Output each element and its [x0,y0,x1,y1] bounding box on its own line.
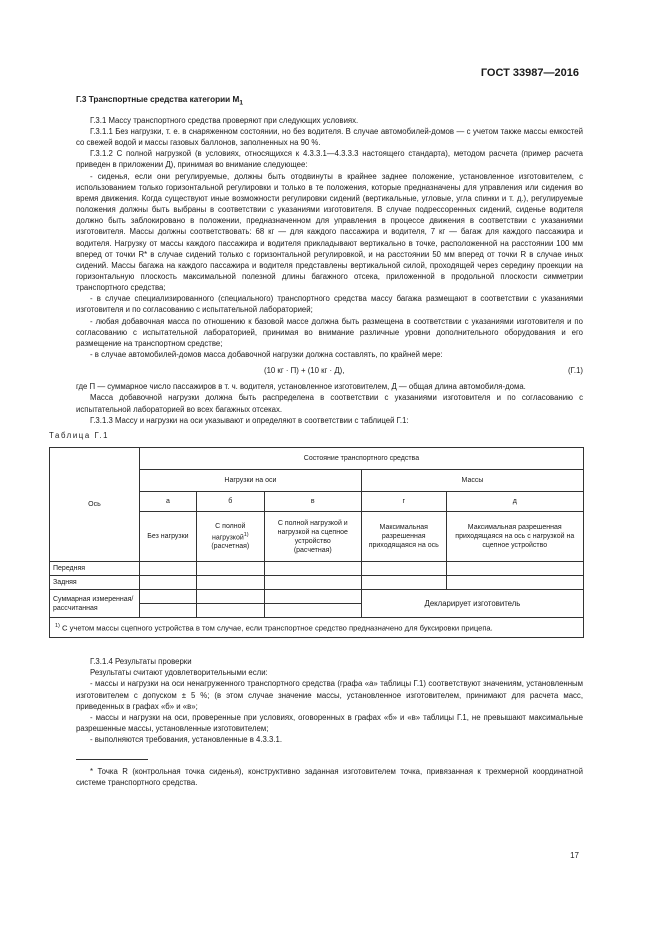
axle-header: Ось [50,448,140,562]
table-footnote-text: С учетом массы сцепного устройства в том случае, если транспортное средство предназначено для буксировки прицепа. [62,623,493,633]
result-item-2: - массы и нагрузки на оси, проверенные при условиях, оговоренных в графах «б» и «в» таблицы Г.1, не превышают максимальные разрешенные массы, установленные изготовителем; [76,712,583,733]
formula-g1 [76,363,583,377]
col-b-heading-note: (расчетная) [211,543,250,551]
section-title [76,94,583,109]
para-g314: Г.3.1.4 Результаты проверки [90,657,192,667]
table-g1 [49,447,584,638]
section-title-subscript: 1 [239,99,244,107]
bullet-motorhomes: - в случае автомобилей-домов масса добавочной нагрузки должна составлять, по крайней мере: [90,350,443,360]
table-cell [264,604,361,618]
para-additional-load: Масса добавочной нагрузки должна быть распределена в соответствии с указаниями изготовителя и по согласованию с испытательной лабораторией во всех багажных отсеках. [76,393,583,414]
para-g313: Г.3.1.3 Массу и нагрузки на оси указывают и определяют в соответствии с таблицей Г.1: [90,415,409,425]
col-g-heading: Максимальная разрешенная приходящаяся на ось [361,512,446,562]
table-cell [361,562,446,576]
formula-where: где П — суммарное число пассажиров в т. ч. водителя, установленное изготовителем, Д — общая длина автомобиля-дома. [76,382,526,392]
table-cell [139,604,196,618]
table-cell [361,576,446,590]
table-footnote [50,618,584,638]
col-b-heading [196,512,264,562]
col-d-heading: Максимальная разрешенная приходящаяся на ось с нагрузкой на сцепное устройство [446,512,583,562]
col-v-heading-note: (расчетная) [293,546,332,554]
table-cell [446,562,583,576]
table-cell [196,590,264,604]
footnote-point-r: * Точка R (контрольная точка сиденья), конструктивно заданная изготовителем точка, привязанная к трехмерной координатной системе транспортного средства. [76,767,583,788]
para-g31: Г.3.1 Массу транспортного средства проверяют при следующих условиях. [90,115,359,125]
para-g312: Г.3.1.2 С полной нагрузкой (в условиях, относящихся к 4.3.3.1—4.3.3.3 настоящего стандарта), методом расчета (пример расчета приведен в приложении Д), принимая во внимание следующее: [76,149,583,170]
page-number: 17 [570,851,579,860]
section-title-text: Г.3 Транспортные средства категории М [76,95,240,104]
table-cell [139,576,196,590]
table-cell [264,562,361,576]
table-cell [446,576,583,590]
result-item-3: - выполняются требования, установленные в 4.3.3.1. [90,735,283,745]
col-d-letter: д [446,492,583,512]
bullet-special: - в случае специализированного (специального) транспортного средства массу багажа размещают в соответствии с указаниями изготовителя и по согласованию с испытательной лабораторией; [76,294,583,315]
col-v-letter: в [264,492,361,512]
formula-number: (Г.1) [568,366,583,376]
table-cell [196,576,264,590]
state-header: Состояние транспортного средства [139,448,583,470]
table-cell [196,562,264,576]
masses-header: Массы [361,470,583,492]
result-item-1: - массы и нагрузки на оси ненагруженного транспортного средства (графа «а» таблицы Г.1) соответствуют значениям, установленным изготовителем с допуском ± 5 %; (в этом случае значение массы, установленное изготовителем, принимают для расчета масс, приведенных в графах «б» и «в»; [76,679,583,711]
table-cell [196,604,264,618]
table-cell [139,590,196,604]
declared-cell: Декларирует изготовитель [361,590,583,618]
table-footnote-mark: 1) [55,623,60,630]
footnote-divider [76,759,148,760]
col-b-footnote-mark: 1) [243,531,249,538]
row-front: Передняя [50,562,140,576]
col-a-letter: а [139,492,196,512]
col-b-letter: б [196,492,264,512]
col-a-heading: Без нагрузки [139,512,196,562]
row-total: Суммарная измеренная/рассчитанная [50,590,140,618]
document-header: ГОСТ 33987—2016 [480,67,579,79]
loads-header: Нагрузки на оси [139,470,361,492]
para-g311: Г.3.1.1 Без нагрузки, т. е. в снаряженном состоянии, но без водителя. В случае автомобилей-домов — с учетом также массы емкостей со свежей водой и массы газовых баллонов, заполненных на 90 %. [76,126,583,148]
formula-text: (10 кг · П) + (10 кг · Д), [264,366,345,376]
table-cell [264,576,361,590]
col-v-heading-text: С полной нагрузкой и нагрузкой на сцепное устройство [277,519,348,545]
table-title: Таблица Г.1 [49,430,110,440]
bullet-seats: - сиденья, если они регулируемые, должны быть отодвинуты в крайнее заднее положение, установленное изготовителем, с использованием только горизонтальной регулировки и только в те положения, которые предназначены для управления или сидения во время движения. Когда существуют иные возможности регулировки сидений (вертикальные, угловые, угла спинки и т. д.), регулируемые положения должны быть выбраны в соответствии с указаниями изготовителя. В случае подрессоренных сидений, сиденье водителя должно быть заблокировано в положении, предназначенном для управления в процессе движения в соответствии с указаниями изготовителя. Массы должны соответствовать: 68 кг — для каждого пассажира и водителя, 7 кг — багаж для каждого пассажира и водителя. Нагрузку от массы каждого пассажира и водителя прикладывают вертикально в точке, расположенной на расстоянии 100 мм вперед от точки R* в случае сидений только с горизонтальной регулировкой, и на расстоянии 50 мм вперед от точки R в случае иных сидений. Массы багажа на каждого пассажира и водителя представлены вертикальной силой, проходящей через середину проекции на горизонтальную плоскость максимальной полезной длины багажного отсека, приложенной в продольной плоскости симметрии транспортного средства; [76,171,583,293]
col-g-letter: г [361,492,446,512]
main-content [49,94,583,789]
para-results: Результаты считают удовлетворительными если: [90,668,268,678]
bullet-additional-mass: - любая добавочная масса по отношению к базовой массе должна быть размещена в соответствии с указаниями изготовителя и по согласованию с испытательной лабораторией, принимая во внимание различные уровни дополнительного оборудования и его размещение на транспортном средстве; [76,316,583,348]
table-cell [264,590,361,604]
table-cell [139,562,196,576]
col-v-heading [264,512,361,562]
row-rear: Задняя [50,576,140,590]
col-b-heading-text: С полной нагрузкой [211,522,246,542]
